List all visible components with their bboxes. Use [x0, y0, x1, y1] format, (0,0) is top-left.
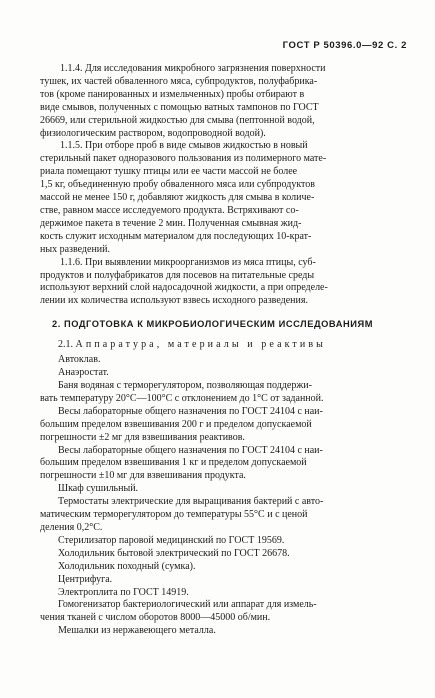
- list-item-continuation: погрешности ±10 мг для взвешивания продукта.: [40, 470, 246, 482]
- list-item-continuation: вать температуру 20°С—100°С с отклонением до 1°С от заданной.: [40, 392, 324, 404]
- list-item-continuation: погрешности ±2 мг для взвешивания реактивов.: [40, 431, 245, 443]
- text-line: 1.1.6. При выявлении микроорганизмов из мяса птицы, суб-: [60, 256, 316, 268]
- list-item: Автоклав.: [58, 354, 101, 366]
- text-line: физиологическим раствором, водопроводной водой).: [40, 127, 266, 139]
- text-line: держимое пакета в течение 2 мин. Полученная смывная жид-: [40, 217, 302, 229]
- text-line: 26669, или стерильной жидкостью для смыва (пептонной водой,: [40, 114, 315, 126]
- text-line: используют верхний слой надосадочной жидкости, а при определе-: [40, 282, 328, 294]
- list-item: Весы лабораторные общего назначения по ГОСТ 24104 с наи-: [58, 444, 323, 456]
- list-item: Термостаты электрические для выращивания бактерий с авто-: [58, 496, 324, 508]
- text-line: лении их количества используют взвесь исходного разведения.: [40, 295, 308, 307]
- subsection-heading: [58, 338, 410, 351]
- text-line: 1.1.4. Для исследования микробного загрязнения поверхности: [60, 63, 326, 74]
- list-item: Холодильник бытовой электрический по ГОСТ 26678.: [58, 547, 290, 559]
- text-line: массой не менее 150 г, добавляют жидкость для смыва в количе-: [40, 192, 315, 204]
- text-line: кость служит исходным материалом для последующих 10-крат-: [40, 230, 312, 242]
- list-item: Центрифуга.: [58, 573, 113, 585]
- section-title: 2. ПОДГОТОВКА К МИКРОБИОЛОГИЧЕСКИМ ИССЛЕДОВАНИЯМ: [52, 319, 374, 330]
- page-header: ГОСТ Р 50396.0—92 С. 2: [282, 40, 407, 51]
- list-item: Анаэростат.: [58, 367, 109, 379]
- paragraph-1-1-4: [40, 63, 410, 140]
- subsection-title: Аппаратура, материалы и реактивы: [75, 339, 326, 351]
- text-line: виде смывов, полученных с помощью ватных тампонов по ГОСТ: [40, 101, 319, 113]
- text-line: риала помещают тушку птицы или ее части массой не более: [40, 166, 298, 178]
- paragraph-1-1-5: [40, 140, 410, 256]
- list-item-continuation: чения тканей с числом оборотов 8000—45000 об/мин.: [40, 612, 271, 624]
- list-item: Электроплита по ГОСТ 14919.: [58, 586, 189, 598]
- list-item-continuation: матическим терморегулятором до температуры 55°С и с ценой: [40, 509, 308, 521]
- text-line: стерильный пакет одноразового пользования из полимерного мате-: [40, 153, 327, 165]
- text-line: тушек, их частей обваленного мяса, субпродуктов, полуфабрика-: [40, 75, 318, 87]
- list-item: Холодильник походный (сумка).: [58, 560, 196, 572]
- list-item: Гомогенизатор бактериологический или аппарат для измель-: [58, 599, 317, 611]
- text-line: 1.1.5. При отборе проб в виде смывов жидкостью в новый: [60, 140, 308, 152]
- text-line: стве, равном массе исследуемого продукта. Встряхивают со-: [40, 204, 299, 216]
- list-item: Стерилизатор паровой медицинский по ГОСТ 19569.: [58, 534, 285, 546]
- list-item: Весы лабораторные общего назначения по ГОСТ 24104 с наи-: [58, 405, 323, 417]
- list-item: Мешалки из нержавеющего металла.: [58, 625, 216, 637]
- text-line: тов (кроме панированных и измельченных) пробы отбирают в: [40, 88, 305, 100]
- list-item: Баня водяная с терморегулятором, позволяющая поддержи-: [58, 380, 312, 392]
- list-item-continuation: большим пределом взвешивания 1 кг и пределом допускаемой: [40, 457, 307, 469]
- text-line: ных разведений.: [40, 243, 111, 255]
- equipment-list: [40, 354, 410, 638]
- paragraph-1-1-6: [40, 257, 410, 309]
- list-item-continuation: деления 0,2°С.: [40, 522, 103, 533]
- page-content: [40, 63, 410, 638]
- text-line: 1,5 кг, объединенную пробу обваленного мяса или субпродуктов: [40, 179, 316, 191]
- subsection-number: 2.1.: [58, 339, 73, 351]
- text-line: продуктов и полуфабрикатов для посевов на питательные среды: [40, 269, 315, 281]
- list-item-continuation: большим пределом взвешивания 200 г и пределом допускаемой: [40, 418, 312, 430]
- list-item: Шкаф сушильный.: [58, 483, 139, 495]
